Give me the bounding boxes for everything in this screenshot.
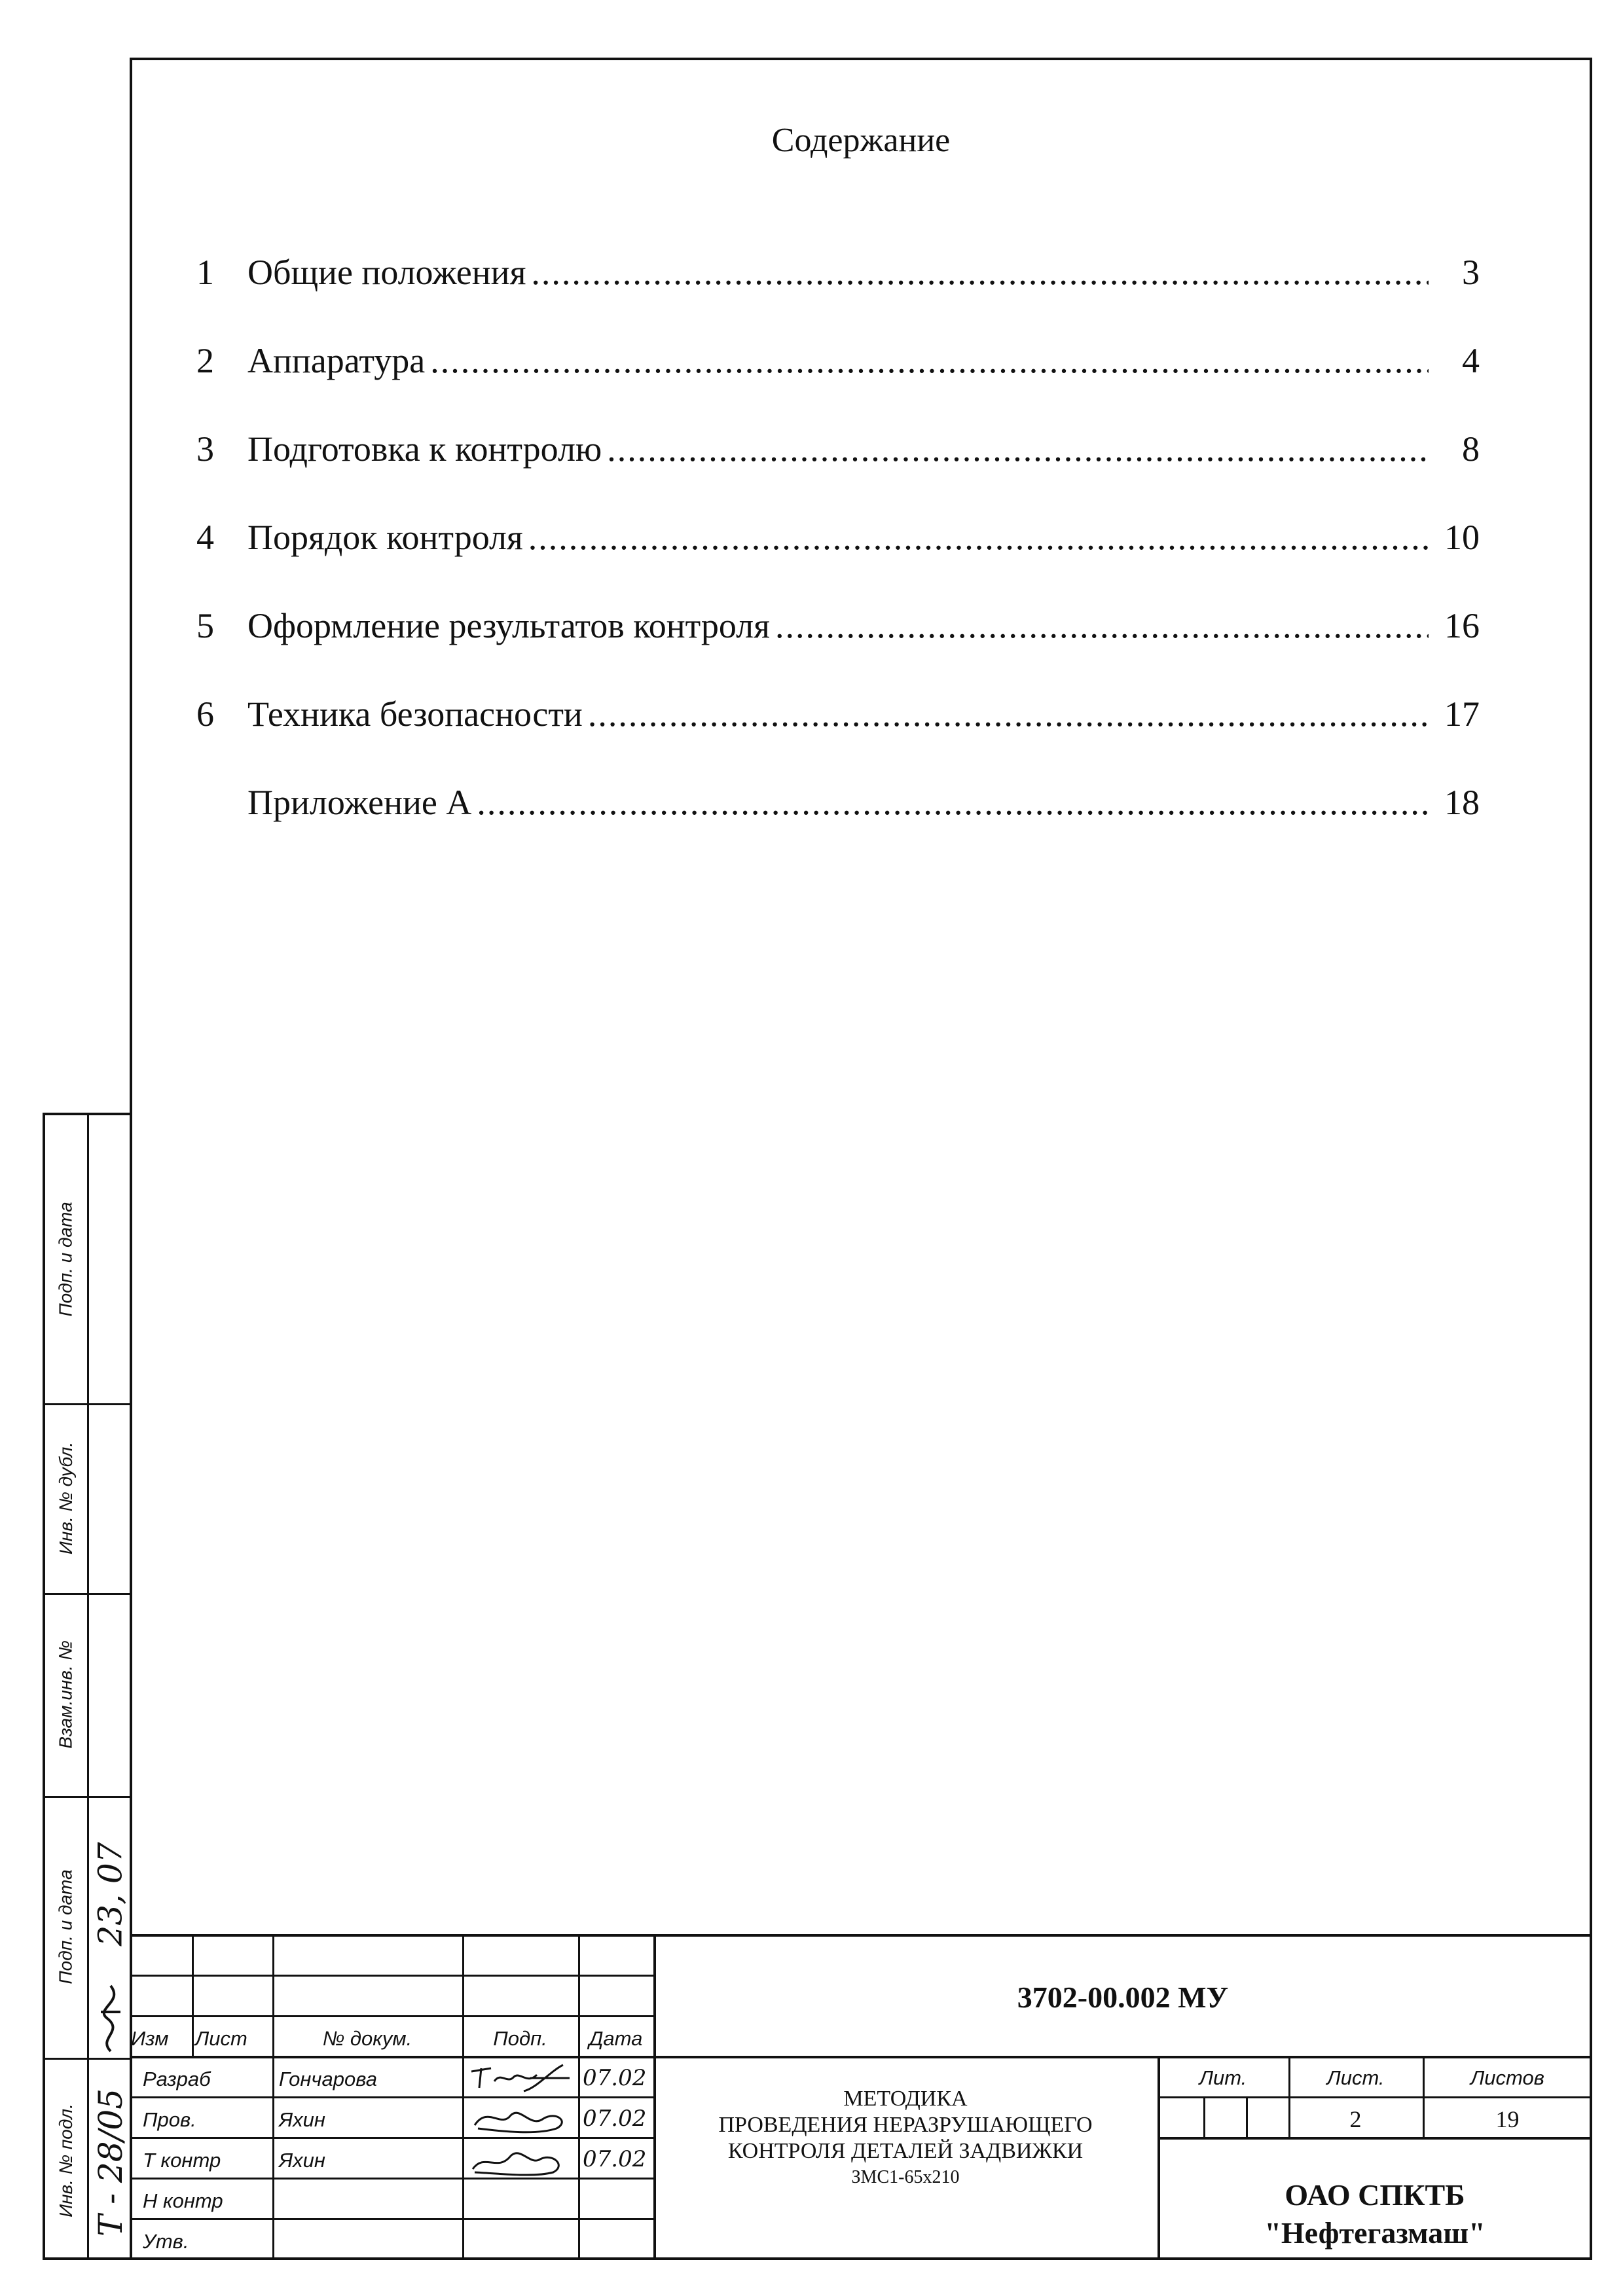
- tb-line: [1158, 2137, 1592, 2140]
- role-label: Пров.: [143, 2108, 196, 2131]
- role-label: Н контр: [143, 2189, 223, 2212]
- role-name: Гончарова: [279, 2068, 377, 2090]
- toc-leader-dots: [528, 517, 1429, 558]
- lit-label: Лит.: [1199, 2066, 1247, 2089]
- document-title-line: МЕТОДИКА: [843, 2087, 968, 2111]
- toc-entry-page: 8: [1462, 429, 1480, 469]
- tb-line: [130, 2015, 653, 2017]
- role-name: Яхин: [279, 2149, 325, 2172]
- tb-line: [130, 1975, 653, 1977]
- header-sign: Подп.: [493, 2027, 547, 2050]
- toc-leader-dots: [588, 694, 1429, 734]
- header-list: Лист: [195, 2027, 247, 2050]
- toc-entry: [196, 340, 1480, 393]
- tb-line: [578, 1934, 580, 2260]
- tb-line: [192, 1934, 194, 2056]
- organization-line: ОАО СПКТБ: [1285, 2178, 1465, 2212]
- role-name: Яхин: [279, 2108, 325, 2131]
- toc-entry-page: 16: [1444, 606, 1480, 645]
- signature: [465, 2140, 576, 2179]
- role-date: 07.02: [583, 2146, 647, 2172]
- document-title-line: ЗМС1-65х210: [851, 2167, 960, 2187]
- toc-entry-label: Порядок контроля: [247, 518, 523, 557]
- toc-title: Содержание: [771, 122, 951, 159]
- handwritten-inventory-number: Т - 28/05: [92, 2088, 130, 2237]
- sheet-label: Лист.: [1326, 2066, 1385, 2089]
- toc-entry-label: Оформление результатов контроля: [247, 606, 770, 645]
- toc-entry: [196, 517, 1480, 569]
- toc-entry-label: Общие положения: [247, 253, 526, 292]
- strip-label: Подп. и дата: [56, 1202, 77, 1317]
- toc-entry-page: 3: [1462, 253, 1480, 292]
- toc-leader-dots: [531, 252, 1429, 293]
- toc-entry-number: 6: [196, 694, 214, 734]
- toc-leader-dots: [607, 429, 1429, 469]
- signature: [465, 2099, 576, 2138]
- header-izm: Изм: [131, 2027, 169, 2050]
- strip-label: Инв. № подл.: [56, 2103, 76, 2217]
- toc-entry-number: 3: [196, 429, 214, 469]
- role-label: Утв.: [143, 2230, 189, 2253]
- tb-line: [272, 1934, 274, 2260]
- toc-entry-label: Техника безопасности: [247, 694, 583, 734]
- role-label: Т контр: [143, 2149, 221, 2172]
- toc-entry-number: 5: [196, 606, 214, 645]
- tb-line: [130, 1934, 1592, 1937]
- toc-entry: [196, 694, 1480, 746]
- sheets-total: 19: [1495, 2106, 1520, 2132]
- toc-leader-dots: [430, 340, 1429, 381]
- role-date: 07.02: [583, 2106, 647, 2132]
- toc-entry-page: 18: [1444, 783, 1480, 822]
- header-date: Дата: [589, 2027, 643, 2050]
- document-title: [653, 2086, 1158, 2191]
- margin-strip: [43, 1113, 130, 2260]
- toc-entry: [196, 252, 1480, 304]
- document-code: 3702-00.002 МУ: [1017, 1981, 1229, 2014]
- strip-label: Инв. № дубл.: [56, 1441, 77, 1555]
- toc-entry: [196, 429, 1480, 481]
- toc-entry-page: 17: [1444, 694, 1480, 734]
- handwritten-date: 23, 07: [92, 1842, 130, 1946]
- strip-label: Взам.инв. №: [56, 1640, 76, 1749]
- toc-entry: [196, 782, 1480, 834]
- tb-line: [1203, 2096, 1205, 2137]
- toc-entry-page: 4: [1462, 341, 1480, 380]
- tb-line: [462, 1934, 464, 2260]
- toc-entry-number: 2: [196, 341, 214, 380]
- sheets-label: Листов: [1470, 2066, 1544, 2089]
- organization-line: "Нефтегазмаш": [1264, 2216, 1486, 2250]
- tb-line: [130, 2056, 1592, 2058]
- toc-leader-dots: [775, 605, 1429, 646]
- document-title-line: КОНТРОЛЯ ДЕТАЛЕЙ ЗАДВИЖКИ: [727, 2139, 1084, 2163]
- sheet-number: 2: [1349, 2106, 1362, 2132]
- title-block: [130, 1934, 1592, 2260]
- toc-entry-page: 10: [1444, 518, 1480, 557]
- strip-label: Подп. и дата: [56, 1869, 77, 1984]
- tb-line: [1158, 2096, 1592, 2098]
- toc-entry-label: Приложение А: [247, 783, 472, 822]
- toc-entry: [196, 605, 1480, 658]
- toc-entry-number: 4: [196, 518, 214, 557]
- role-date: 07.02: [583, 2065, 647, 2091]
- toc-entry-label: Аппаратура: [247, 341, 426, 380]
- tb-line: [130, 2218, 653, 2220]
- organization: [1158, 2176, 1592, 2252]
- toc-entry-label: Подготовка к контролю: [247, 429, 602, 469]
- role-label: Разраб: [143, 2068, 211, 2090]
- signature: [465, 2058, 576, 2098]
- document-title-line: ПРОВЕДЕНИЯ НЕРАЗРУШАЮЩЕГО: [718, 2113, 1093, 2137]
- header-doc-number: № докум.: [322, 2027, 412, 2050]
- toc-entry-number: 1: [196, 253, 214, 292]
- toc-leader-dots: [477, 782, 1429, 823]
- tb-line: [1246, 2096, 1248, 2137]
- strip-divider: [87, 1115, 89, 2257]
- signature: [91, 1973, 130, 2058]
